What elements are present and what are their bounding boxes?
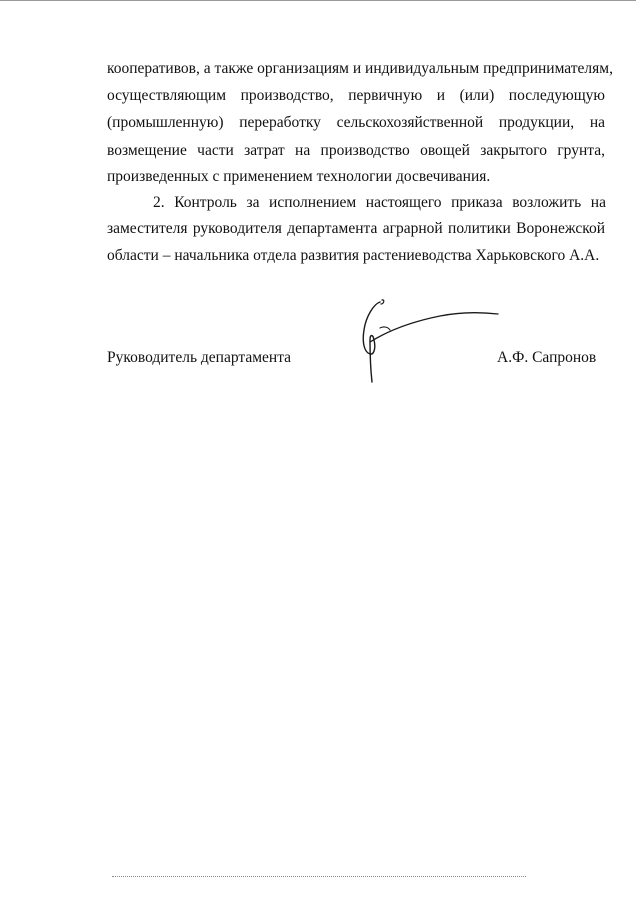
paragraph-line-3: (промышленную) переработку сельскохозяйственной продукции, на (107, 114, 605, 131)
paragraph-line-2: осуществляющим производство, первичную и (или) последующую (107, 87, 605, 104)
item-2-line-3: области – начальника отдела развития растениеводства Харьковского А.А. (107, 247, 600, 264)
signer-title: Руководитель департамента (107, 349, 292, 366)
item-2-line-2: заместителя руководителя департамента аграрной политики Воронежской (107, 220, 605, 237)
paragraph-line-4: возмещение части затрат на производство овощей закрытого грунта, (107, 142, 605, 159)
paragraph-line-1: кооперативов, а также организациям и индивидуальным предпринимателям, (107, 60, 613, 77)
item-2-line-1: 2. Контроль за исполнением настоящего приказа возложить на (153, 194, 606, 211)
paragraph-line-5: произведенных с применением технологии досвечивания. (107, 168, 491, 185)
page-bottom-border (112, 876, 526, 877)
signer-name: А.Ф. Сапронов (497, 349, 597, 366)
handwritten-signature (340, 290, 510, 390)
page-top-border (0, 0, 636, 1)
